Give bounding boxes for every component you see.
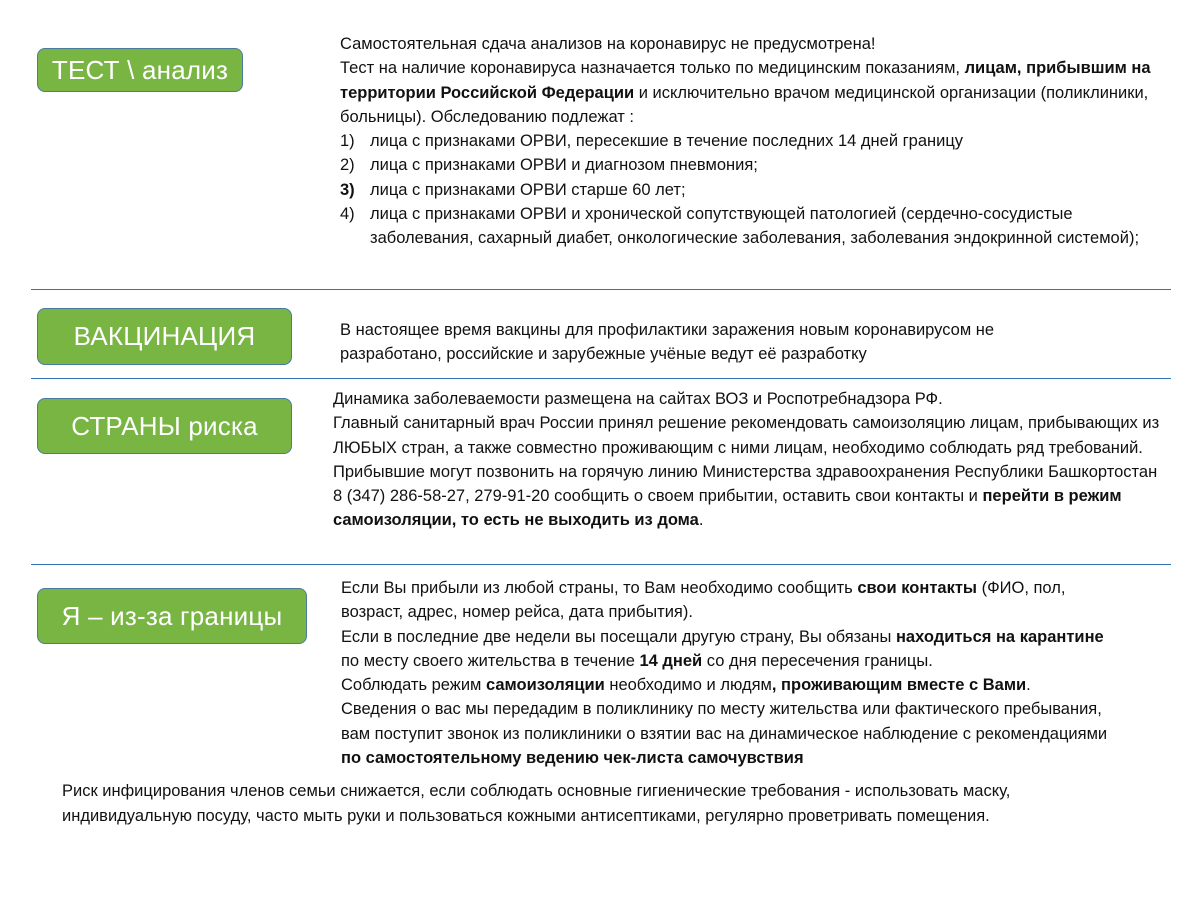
abroad-p2-e: со дня пересечения границы. <box>702 651 933 670</box>
vaccine-paragraph: В настоящее время вакцины для профилактики заражения новым коронавирусом не разработано, российские и зарубежные учёные ведут её разработку <box>340 321 995 364</box>
abroad-p2-c: по месту своего жительства в течение <box>341 651 640 670</box>
abroad-p4 <box>341 697 1116 770</box>
list-item <box>340 153 1155 177</box>
abroad-p1-a: Если Вы прибыли из любой страны, то Вам необходимо сообщить <box>341 579 858 597</box>
abroad-text <box>341 576 1116 770</box>
test-text <box>340 32 1155 251</box>
test-p2-b: лицам, прибывшим на территории Российской Федерации <box>340 59 1151 102</box>
abroad-p1-c: (ФИО, пол, возраст, адрес, номер рейса, дата прибытия). <box>341 579 1066 622</box>
badge-test: ТЕСТ \ анализ <box>37 48 243 92</box>
list-item <box>340 178 1155 202</box>
abroad-p4-a: Сведения о вас мы передадим в поликлинику по месту жительства или фактического пребывания, вам поступит звонок из поликлиники о взятии вас на динамическое наблюдение с рекомендациями <box>341 700 1108 743</box>
list-item <box>340 202 1155 251</box>
abroad-p2-a: Если в последние две недели вы посещали другую страну, Вы обязаны <box>341 627 896 646</box>
test-paragraph <box>340 56 1155 129</box>
abroad-p2-b: находиться на карантине <box>895 627 1104 646</box>
abroad-p2-d: 14 дней <box>639 651 703 670</box>
test-p2-c: и исключительно врачом медицинской организации (поликлиники, больницы). Обследованию подлежат : <box>340 83 1149 126</box>
list-item-text: лица с признаками ОРВИ и диагнозом пневмония; <box>370 156 758 175</box>
badge-abroad: Я – из-за границы <box>37 588 307 644</box>
section-divider <box>31 289 1171 290</box>
abroad-p4-b: по самостоятельному ведению чек-листа самочувствия <box>341 749 804 768</box>
abroad-p3-a: Соблюдать режим <box>341 676 486 695</box>
list-item <box>340 129 1155 153</box>
abroad-p3 <box>341 673 1116 697</box>
abroad-p2 <box>341 625 1116 674</box>
abroad-p3-c: необходимо и людям <box>604 676 772 695</box>
badge-vaccine: ВАКЦИНАЦИЯ <box>37 308 292 365</box>
test-p2-a: Тест на наличие коронавируса назначается только по медицинским показаниям, <box>340 59 965 78</box>
countries-p3-b: перейти в режим самоизоляции, то есть не выходить из дома <box>333 487 1122 530</box>
test-line1: Самостоятельная сдача анализов на коронавирус не предусмотрена! <box>340 35 876 53</box>
list-item-number: 2) <box>340 156 355 175</box>
list-item-number: 3) <box>340 180 355 199</box>
list-item-number: 4) <box>340 205 355 224</box>
abroad-p3-b: самоизоляции <box>485 676 605 695</box>
countries-line1: Динамика заболеваемости размещена на сайтах ВОЗ и Роспотребнадзора РФ. <box>333 390 943 408</box>
vaccine-text <box>340 318 1100 367</box>
test-list <box>340 129 1155 250</box>
section-divider <box>31 378 1171 379</box>
list-item-number: 1) <box>340 132 355 151</box>
badge-countries: СТРАНЫ риска <box>37 398 292 454</box>
abroad-p1 <box>341 576 1116 625</box>
abroad-p1-b: свои контакты <box>857 579 978 597</box>
footer-note: Риск инфицирования членов семьи снижается, если соблюдать основные гигиенические требования - использовать маску, индивидуальную посуду, часто мыть руки и пользоваться кожными антисептиками, регулярно проветривать помещения. <box>62 782 1011 825</box>
countries-text <box>333 387 1165 533</box>
section-divider <box>31 564 1171 565</box>
abroad-p3-e: . <box>1026 676 1031 695</box>
list-item-text: лица с признаками ОРВИ и хронической сопутствующей патологией (сердечно-сосудистые заболевания, сахарный диабет, онкологические заболевания, заболевания эндокринной системой); <box>370 205 1140 248</box>
countries-p2: Главный санитарный врач России принял решение рекомендовать самоизоляцию лицам, прибывающих из ЛЮБЫХ стран, а также совместно проживающим с ними лицам, необходимо соблюдать ряд требований. <box>333 414 1160 457</box>
list-item-text: лица с признаками ОРВИ старше 60 лет; <box>370 180 686 199</box>
abroad-p3-d: , проживающим вместе с Вами <box>771 676 1027 695</box>
countries-p3 <box>333 460 1165 533</box>
list-item-text: лица с признаками ОРВИ, пересекшие в течение последних 14 дней границу <box>370 132 964 151</box>
countries-p3-c: . <box>698 511 704 530</box>
countries-p3-a: Прибывшие могут позвонить на горячую линию Министерства здравоохранения Республики Башкортостан 8 (347) 286-58-27, 279-91-20 сообщить о своем прибытии, оставить свои контакты и <box>333 462 1158 506</box>
